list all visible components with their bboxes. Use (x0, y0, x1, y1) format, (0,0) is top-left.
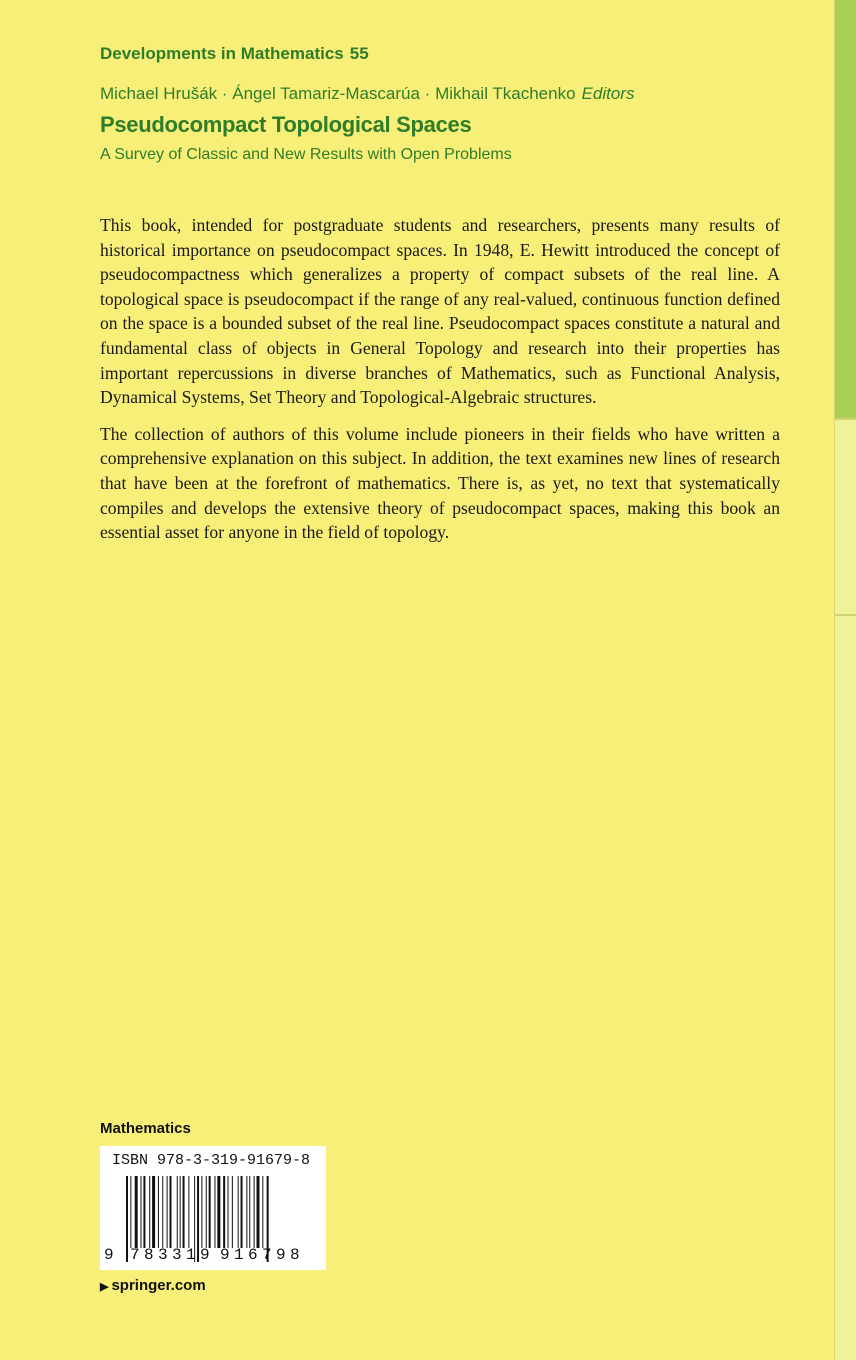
series-heading (100, 44, 369, 64)
barcode-digit: 3 (158, 1246, 168, 1264)
barcode-digit: 8 (290, 1246, 300, 1264)
description-paragraph: The collection of authors of this volume include pioneers in their fields who have written a comprehensive explanation on this subject. In addition, the text examines new lines of research that have been at the forefront of mathematics. There is, as yet, no text that systematically compiles and develops the extensive theory of pseudocompact spaces, making this book an essential asset for anyone in the field of topology. (100, 423, 780, 543)
barcode-bar (254, 1176, 255, 1248)
barcode-digit: 8 (144, 1246, 154, 1264)
book-subtitle: A Survey of Classic and New Results with Open Problems (100, 146, 512, 163)
barcode-bar (249, 1176, 250, 1248)
barcode-bar (206, 1176, 207, 1248)
barcode-digit: 9 (200, 1246, 210, 1264)
barcode-bar (188, 1176, 189, 1248)
barcode-bar (152, 1176, 155, 1248)
website-link[interactable]: springer.com (111, 1277, 206, 1294)
barcode-bar (209, 1176, 211, 1248)
editor-names: Michael Hrušák · Ángel Tamariz-Mascarúa · Mikhail Tkachenko (100, 84, 576, 103)
description-paragraph: This book, intended for postgraduate students and researchers, presents many results of historical importance on pseudocompact spaces. In 1948, E. Hewitt introduced the concept of pseudocompactness which generalizes a property of compact subsets of the real line. A topological space is pseudocompact if the range of any real-valued, continuous function defined on the space is a bounded subset of the real line. Pseudocompact spaces constitute a natural and fundamental class of objects in General Topology and research into their properties has important repercussions in diverse branches of Mathematics, such as Functional Analysis, Dynamical Systems, Set Theory and Topological-Algebraic structures. (100, 215, 780, 408)
spine-color-band (834, 0, 856, 418)
barcode-bar (135, 1176, 138, 1248)
barcode-digit: 6 (248, 1246, 258, 1264)
barcode-bar (257, 1176, 260, 1248)
barcode-bar (232, 1176, 233, 1248)
barcode-bar (130, 1176, 131, 1248)
barcode-bar (141, 1176, 142, 1248)
barcode-digit: 7 (262, 1246, 272, 1264)
barcode-bar (223, 1176, 225, 1248)
barcode-digit: 3 (172, 1246, 182, 1264)
barcode-bar (167, 1176, 168, 1248)
series-number: 55 (349, 44, 369, 63)
barcode-bar (217, 1176, 220, 1248)
barcode-bar (228, 1176, 229, 1248)
editors-role: Editors (581, 84, 635, 103)
barcode-bar (183, 1176, 185, 1248)
barcode-digit: 7 (130, 1246, 140, 1264)
spine-divider (834, 0, 835, 1360)
barcode-digits (100, 1246, 326, 1266)
barcode-digit: 9 (104, 1246, 114, 1264)
barcode-bar (238, 1176, 239, 1248)
barcode-bar (170, 1176, 172, 1248)
barcode-bar (162, 1176, 163, 1248)
book-title: Pseudocompact Topological Spaces (100, 112, 472, 137)
subject-category: Mathematics (100, 1120, 191, 1137)
isbn-barcode (100, 1146, 326, 1270)
book-description (100, 213, 780, 557)
series-name: Developments in Mathematics (100, 44, 344, 63)
editors-line (100, 84, 634, 104)
arrow-icon: ▶ (100, 1281, 109, 1293)
spine-tick (834, 614, 856, 616)
barcode-bar (143, 1176, 145, 1248)
barcode-digit: 9 (220, 1246, 230, 1264)
barcode-bar (246, 1176, 247, 1248)
spine-tick (834, 418, 856, 420)
barcode-digit: 1 (186, 1246, 196, 1264)
publisher-website[interactable] (100, 1277, 206, 1294)
barcode-bar (177, 1176, 178, 1248)
isbn-number: ISBN 978-3-319-91679-8 (112, 1152, 311, 1169)
barcode-bar (149, 1176, 150, 1248)
barcode-digit: 9 (276, 1246, 286, 1264)
barcode-bar (241, 1176, 243, 1248)
barcode-bar (201, 1176, 202, 1248)
barcode-bar (214, 1176, 215, 1248)
barcode-bar (158, 1176, 159, 1248)
barcode-digit: 1 (234, 1246, 244, 1264)
barcode-bar (262, 1176, 263, 1248)
barcode-bar (180, 1176, 181, 1248)
